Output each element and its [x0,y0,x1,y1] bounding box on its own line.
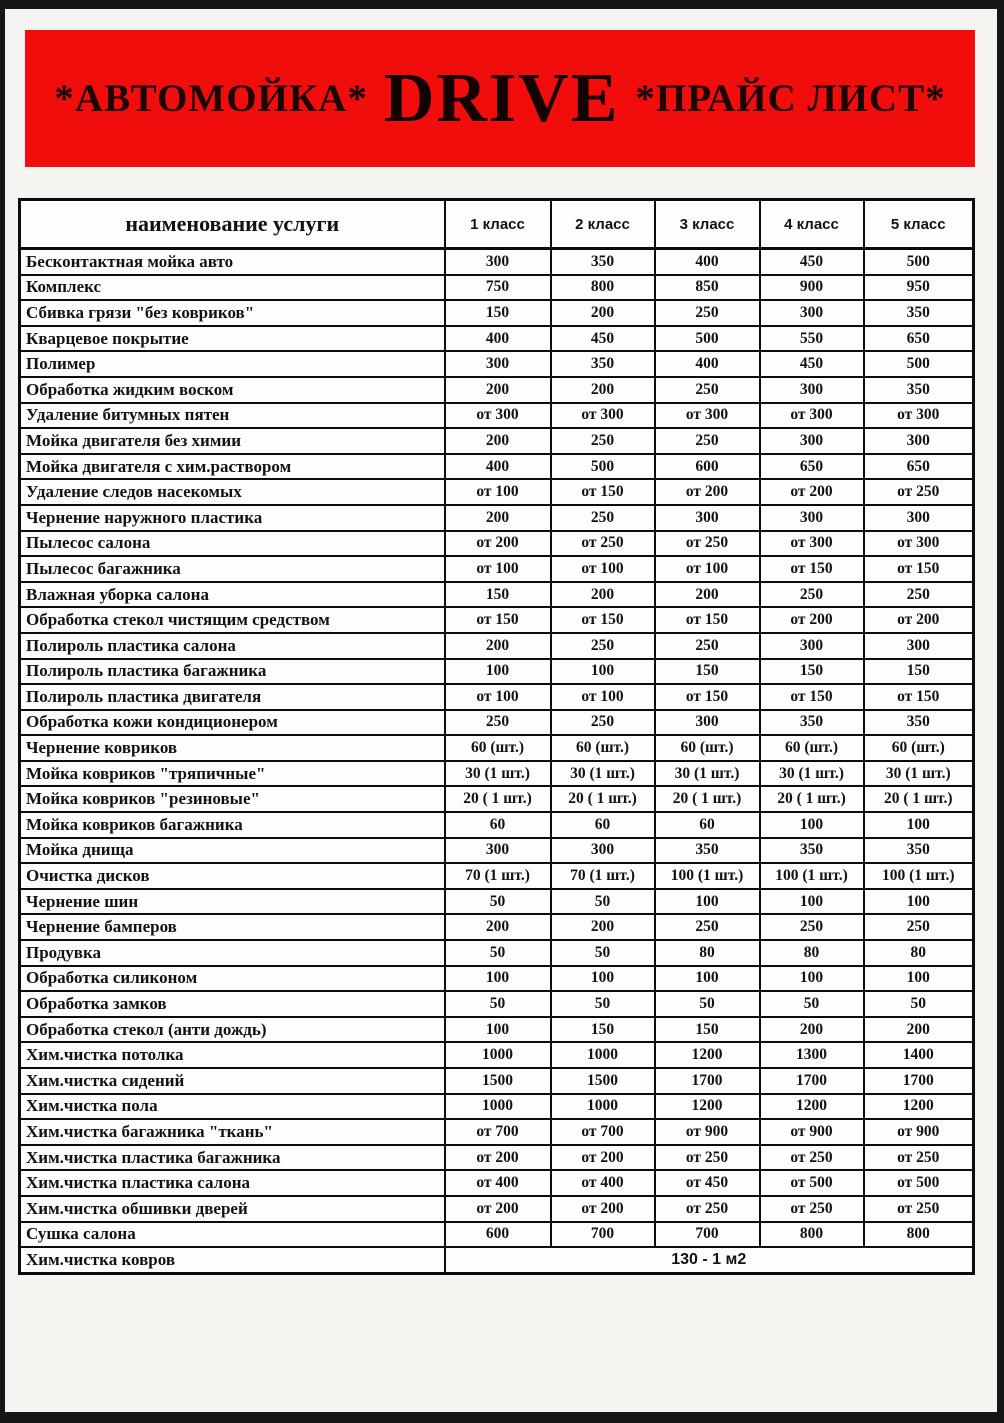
price-cell: 50 [551,940,655,966]
price-cell: 100 [760,966,864,992]
price-cell: 200 [551,914,655,940]
price-cell: 300 [760,300,864,326]
price-cell: 50 [760,991,864,1017]
price-cell: 400 [655,249,760,275]
price-cell: 30 (1 шт.) [760,761,864,787]
price-cell: 200 [760,1017,864,1043]
price-cell: 650 [864,326,974,352]
price-cell: 100 [445,1017,551,1043]
column-header-class-5: 5 класс [864,200,974,249]
table-row [20,1222,974,1248]
table-row [20,300,974,326]
service-name-cell: Комплекс [20,275,445,301]
table-row [20,1068,974,1094]
price-cell: 100 [551,966,655,992]
table-row [20,1119,974,1145]
price-cell: 350 [864,710,974,736]
column-header-class-2: 2 класс [551,200,655,249]
table-row [20,403,974,429]
price-cell: 60 (шт.) [655,735,760,761]
price-cell: 200 [551,377,655,403]
price-cell: 900 [760,275,864,301]
price-cell: 500 [551,454,655,480]
price-cell: от 300 [760,403,864,429]
price-cell: 800 [864,1222,974,1248]
price-cell: от 100 [445,556,551,582]
title-banner [25,30,975,167]
price-cell: 20 ( 1 шт.) [551,786,655,812]
service-name-cell: Мойка ковриков багажника [20,812,445,838]
price-cell: от 300 [864,531,974,557]
table-row [20,326,974,352]
price-cell: 100 [864,889,974,915]
price-cell: от 700 [551,1119,655,1145]
price-cell: 50 [445,889,551,915]
price-cell: 200 [551,582,655,608]
price-cell: 20 ( 1 шт.) [760,786,864,812]
price-cell: 300 [760,505,864,531]
service-name-cell: Обработка силиконом [20,966,445,992]
table-row [20,633,974,659]
price-cell: от 200 [445,1196,551,1222]
price-cell: 1700 [655,1068,760,1094]
price-cell: 1200 [655,1094,760,1120]
price-cell: 250 [551,505,655,531]
price-cell: от 150 [655,684,760,710]
price-cell: от 900 [864,1119,974,1145]
table-row [20,556,974,582]
price-cell: от 250 [864,1145,974,1171]
price-cell: 250 [445,710,551,736]
price-cell: от 400 [551,1170,655,1196]
banner-left-text: *АВТОМОЙКА* [54,77,368,120]
price-cell: 50 [655,991,760,1017]
price-cell: 250 [655,633,760,659]
price-cell: 350 [864,838,974,864]
service-name-cell: Обработка кожи кондиционером [20,710,445,736]
merged-price-cell: 130 - 1 м2 [445,1247,974,1273]
service-name-cell: Очистка дисков [20,863,445,889]
service-name-cell: Бесконтактная мойка авто [20,249,445,275]
table-row [20,838,974,864]
price-cell: 950 [864,275,974,301]
price-cell: от 300 [445,403,551,429]
service-name-cell: Мойка днища [20,838,445,864]
service-name-cell: Сушка салона [20,1222,445,1248]
price-cell: 300 [445,351,551,377]
price-cell: 250 [551,428,655,454]
table-row [20,377,974,403]
price-cell: 300 [760,377,864,403]
price-cell: 250 [655,300,760,326]
table-row [20,1196,974,1222]
table-row [20,1094,974,1120]
price-cell: 30 (1 шт.) [445,761,551,787]
price-cell: 150 [445,300,551,326]
service-name-cell: Хим.чистка пластика багажника [20,1145,445,1171]
price-cell: 500 [655,326,760,352]
table-row [20,684,974,710]
price-cell: 250 [760,914,864,940]
service-name-cell: Чернение наружного пластика [20,505,445,531]
column-header-class-4: 4 класс [760,200,864,249]
column-header-class-3: 3 класс [655,200,760,249]
price-cell: 400 [655,351,760,377]
price-cell: 750 [445,275,551,301]
price-cell: от 150 [655,607,760,633]
table-row [20,1247,974,1273]
price-cell: от 200 [445,531,551,557]
service-name-cell: Хим.чистка потолка [20,1042,445,1068]
table-row [20,1170,974,1196]
price-cell: от 200 [864,607,974,633]
price-cell: 450 [760,351,864,377]
price-cell: 1200 [760,1094,864,1120]
price-cell: 250 [551,710,655,736]
price-cell: 300 [864,505,974,531]
table-row [20,249,974,275]
price-cell: от 150 [760,556,864,582]
price-cell: 1000 [445,1094,551,1120]
table-row [20,1017,974,1043]
price-table [18,198,975,1275]
price-cell: 20 ( 1 шт.) [655,786,760,812]
price-cell: от 300 [760,531,864,557]
service-name-cell: Полимер [20,351,445,377]
price-cell: 50 [445,991,551,1017]
price-cell: от 300 [864,403,974,429]
price-cell: 700 [551,1222,655,1248]
service-name-cell: Мойка ковриков "резиновые" [20,786,445,812]
price-cell: 100 (1 шт.) [760,863,864,889]
service-name-cell: Хим.чистка обшивки дверей [20,1196,445,1222]
table-row [20,889,974,915]
price-cell: от 250 [655,531,760,557]
price-cell: 50 [445,940,551,966]
price-cell: 100 [551,659,655,685]
price-cell: 200 [655,582,760,608]
table-row [20,914,974,940]
column-header-service: наименование услуги [20,200,445,249]
table-row [20,786,974,812]
price-cell: от 250 [551,531,655,557]
price-cell: 1300 [760,1042,864,1068]
price-cell: 800 [551,275,655,301]
price-cell: 350 [551,249,655,275]
table-row [20,735,974,761]
table-row [20,607,974,633]
price-cell: 1400 [864,1042,974,1068]
price-cell: 150 [445,582,551,608]
price-cell: от 100 [445,684,551,710]
price-cell: 100 [760,812,864,838]
service-name-cell: Мойка двигателя без химии [20,428,445,454]
price-cell: от 150 [864,556,974,582]
table-row [20,351,974,377]
price-cell: от 100 [551,556,655,582]
price-cell: от 100 [551,684,655,710]
price-cell: 60 [655,812,760,838]
price-table-body [20,249,974,1274]
price-cell: 450 [551,326,655,352]
price-cell: от 150 [551,479,655,505]
service-name-cell: Пылесос багажника [20,556,445,582]
price-cell: 300 [445,838,551,864]
price-cell: 60 (шт.) [864,735,974,761]
price-cell: 400 [445,326,551,352]
price-cell: 250 [655,428,760,454]
price-cell: 70 (1 шт.) [445,863,551,889]
price-cell: 150 [864,659,974,685]
table-row [20,966,974,992]
price-cell: 350 [551,351,655,377]
price-cell: от 150 [864,684,974,710]
table-row [20,505,974,531]
price-cell: 150 [655,659,760,685]
price-cell: 1700 [760,1068,864,1094]
price-cell: 500 [864,351,974,377]
price-cell: 600 [445,1222,551,1248]
price-cell: 100 [864,812,974,838]
service-name-cell: Чернение шин [20,889,445,915]
price-cell: 250 [551,633,655,659]
price-cell: от 450 [655,1170,760,1196]
price-cell: 1500 [445,1068,551,1094]
price-cell: от 250 [760,1196,864,1222]
service-name-cell: Обработка стекол (анти дождь) [20,1017,445,1043]
price-cell: 200 [445,633,551,659]
service-name-cell: Обработка замков [20,991,445,1017]
service-name-cell: Продувка [20,940,445,966]
service-name-cell: Чернение бамперов [20,914,445,940]
price-cell: 60 (шт.) [760,735,864,761]
price-cell: от 700 [445,1119,551,1145]
column-header-class-1: 1 класс [445,200,551,249]
price-cell: 80 [864,940,974,966]
table-row [20,710,974,736]
table-row [20,454,974,480]
table-row [20,940,974,966]
price-cell: 800 [760,1222,864,1248]
price-cell: 650 [760,454,864,480]
price-cell: 250 [655,914,760,940]
service-name-cell: Пылесос салона [20,531,445,557]
table-row [20,1145,974,1171]
price-cell: от 250 [655,1145,760,1171]
price-cell: 350 [760,838,864,864]
price-cell: от 150 [760,684,864,710]
price-cell: от 250 [655,1196,760,1222]
price-cell: 250 [864,914,974,940]
price-cell: от 500 [760,1170,864,1196]
table-row [20,991,974,1017]
price-cell: 250 [760,582,864,608]
service-name-cell: Полироль пластика двигателя [20,684,445,710]
price-cell: 100 [445,659,551,685]
price-cell: 100 [864,966,974,992]
price-cell: 350 [864,377,974,403]
price-cell: 70 (1 шт.) [551,863,655,889]
price-cell: 200 [445,914,551,940]
price-cell: 100 (1 шт.) [655,863,760,889]
price-cell: 1000 [551,1042,655,1068]
price-cell: 200 [445,428,551,454]
service-name-cell: Обработка жидким воском [20,377,445,403]
price-cell: от 250 [864,479,974,505]
service-name-cell: Полироль пластика багажника [20,659,445,685]
service-name-cell: Чернение ковриков [20,735,445,761]
price-cell: 200 [445,377,551,403]
price-cell: 350 [760,710,864,736]
price-cell: 200 [864,1017,974,1043]
table-row [20,479,974,505]
price-cell: 50 [551,889,655,915]
price-cell: от 200 [760,479,864,505]
price-cell: 500 [864,249,974,275]
price-cell: 50 [551,991,655,1017]
price-cell: от 200 [760,607,864,633]
service-name-cell: Удаление следов насекомых [20,479,445,505]
price-cell: 200 [551,300,655,326]
table-row [20,761,974,787]
price-cell: от 200 [551,1145,655,1171]
brand-name: DRIVE [383,59,620,137]
price-cell: 80 [655,940,760,966]
price-cell: 60 (шт.) [445,735,551,761]
price-cell: 60 [445,812,551,838]
service-name-cell: Обработка стекол чистящим средством [20,607,445,633]
price-cell: 350 [864,300,974,326]
price-cell: 300 [760,633,864,659]
price-cell: 850 [655,275,760,301]
price-cell: 80 [760,940,864,966]
service-name-cell: Полироль пластика салона [20,633,445,659]
price-cell: 550 [760,326,864,352]
service-name-cell: Мойка двигателя с хим.раствором [20,454,445,480]
price-cell: 100 [655,889,760,915]
price-cell: от 100 [655,556,760,582]
price-cell: 200 [445,505,551,531]
price-cell: от 300 [551,403,655,429]
price-cell: 300 [864,633,974,659]
service-name-cell: Сбивка грязи "без ковриков" [20,300,445,326]
price-cell: 300 [551,838,655,864]
price-cell: 60 (шт.) [551,735,655,761]
service-name-cell: Влажная уборка салона [20,582,445,608]
table-row [20,812,974,838]
paper-page [5,9,997,1412]
price-cell: 250 [864,582,974,608]
price-cell: 30 (1 шт.) [864,761,974,787]
price-cell: от 900 [760,1119,864,1145]
price-cell: 400 [445,454,551,480]
table-row [20,275,974,301]
price-table-header [20,200,974,249]
price-cell: 300 [655,505,760,531]
price-cell: от 100 [445,479,551,505]
price-cell: 650 [864,454,974,480]
price-cell: 100 [760,889,864,915]
price-cell: 300 [655,710,760,736]
price-cell: 600 [655,454,760,480]
service-name-cell: Хим.чистка сидений [20,1068,445,1094]
price-cell: 300 [445,249,551,275]
price-cell: от 150 [445,607,551,633]
price-cell: 100 [445,966,551,992]
price-cell: 100 [655,966,760,992]
price-cell: 50 [864,991,974,1017]
price-cell: 30 (1 шт.) [551,761,655,787]
table-row [20,659,974,685]
price-cell: 150 [551,1017,655,1043]
price-cell: от 500 [864,1170,974,1196]
price-cell: 1000 [445,1042,551,1068]
price-cell: от 300 [655,403,760,429]
service-name-cell: Удаление битумных пятен [20,403,445,429]
table-row [20,531,974,557]
table-row [20,582,974,608]
price-cell: 100 (1 шт.) [864,863,974,889]
table-row [20,1042,974,1068]
price-cell: от 200 [655,479,760,505]
price-cell: 1700 [864,1068,974,1094]
price-cell: 700 [655,1222,760,1248]
price-cell: от 150 [551,607,655,633]
table-row [20,428,974,454]
price-cell: 450 [760,249,864,275]
service-name-cell: Мойка ковриков "тряпичные" [20,761,445,787]
service-name-cell: Кварцевое покрытие [20,326,445,352]
price-cell: 20 ( 1 шт.) [445,786,551,812]
price-cell: 150 [655,1017,760,1043]
header-row [20,200,974,249]
price-cell: 1000 [551,1094,655,1120]
table-row [20,863,974,889]
price-cell: 60 [551,812,655,838]
price-cell: 350 [655,838,760,864]
price-cell: 1500 [551,1068,655,1094]
price-cell: от 200 [445,1145,551,1171]
price-cell: 20 ( 1 шт.) [864,786,974,812]
service-name-cell: Хим.чистка багажника "ткань" [20,1119,445,1145]
service-name-cell: Хим.чистка пола [20,1094,445,1120]
price-cell: 150 [760,659,864,685]
price-cell: 250 [655,377,760,403]
price-cell: от 400 [445,1170,551,1196]
price-cell: от 900 [655,1119,760,1145]
price-cell: 300 [864,428,974,454]
price-cell: от 250 [760,1145,864,1171]
banner-right-text: *ПРАЙС ЛИСТ* [635,77,946,120]
price-cell: от 250 [864,1196,974,1222]
price-cell: 1200 [864,1094,974,1120]
price-cell: от 200 [551,1196,655,1222]
price-cell: 1200 [655,1042,760,1068]
price-cell: 300 [760,428,864,454]
price-cell: 30 (1 шт.) [655,761,760,787]
service-name-cell: Хим.чистка пластика салона [20,1170,445,1196]
service-name-cell: Хим.чистка ковров [20,1247,445,1273]
